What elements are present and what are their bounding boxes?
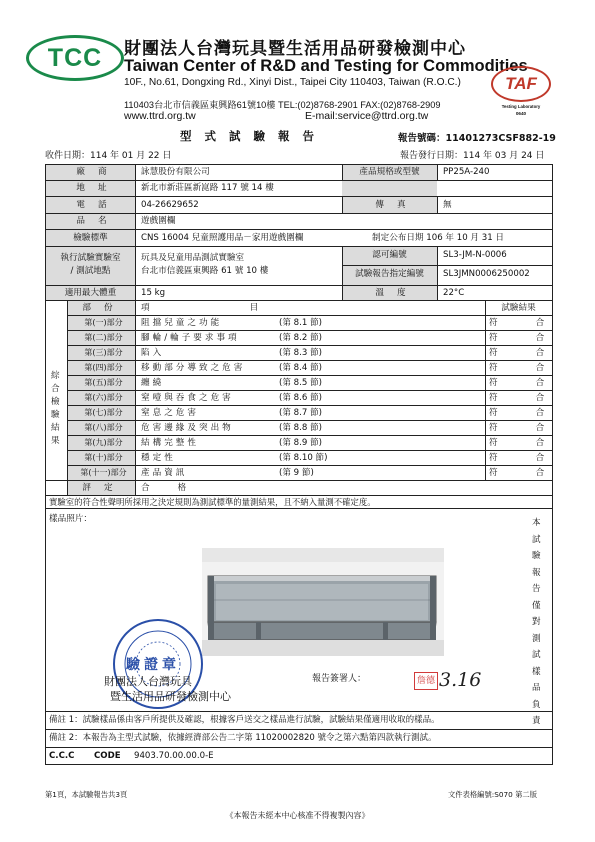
- result-value: 符合: [489, 468, 583, 478]
- result-item: 危害邊緣及突出物: [141, 423, 234, 433]
- result-value: 符合: [489, 318, 583, 328]
- weight-value: 15 kg: [141, 288, 166, 298]
- signer-seal: 詹德: [414, 672, 438, 690]
- cert-no-value: SL3-JM-N-0006: [443, 250, 507, 260]
- model-label: 產品規格或型號: [359, 167, 420, 177]
- stamp-line-1: 財團法人台灣玩具: [104, 675, 192, 688]
- result-part: 第(七)部分: [84, 408, 123, 417]
- stamp-line-2: 暨生活用品研發檢測中心: [110, 690, 231, 703]
- result-value: 符合: [489, 378, 583, 388]
- result-item: 阻擋兒童之功能: [141, 318, 223, 328]
- email-link[interactable]: E-mail:service@ttrd.org.tw: [305, 110, 429, 122]
- photo-label: 樣品照片：: [49, 514, 92, 524]
- result-clause: (第 8.3 節): [279, 348, 323, 358]
- result-value: 符合: [489, 453, 583, 463]
- designated-no-value: SL3JMN0006250002: [443, 269, 530, 279]
- result-part: 第(十)部分: [84, 453, 123, 462]
- result-part: 第(十一)部分: [80, 468, 127, 477]
- code-value: 9403.70.00.00.0-E: [134, 751, 214, 761]
- standard-date: 制定公布日期 106 年 10 月 31 日: [372, 233, 505, 243]
- tcc-logo: TCC: [26, 35, 124, 81]
- result-item: 移動部分導致之危害: [141, 363, 246, 373]
- issue-date: 報告發行日期：114 年 03 月 24 日: [400, 151, 545, 161]
- lab-label-1: 執行試驗實驗室: [60, 253, 121, 263]
- temp-value: 22°C: [443, 288, 465, 298]
- result-item: 腳輪/輪子要求事項: [141, 333, 240, 343]
- verdict-value: 合格: [141, 483, 215, 493]
- report-number: 報告號碼：11401273CSF882-19: [398, 133, 556, 144]
- result-value: 符合: [489, 438, 583, 448]
- code-label: CODE: [94, 751, 121, 761]
- result-part: 第(六)部分: [84, 393, 123, 402]
- verdict-label: 評定: [82, 483, 126, 493]
- result-item: 窒噎與吞食之危害: [141, 393, 234, 403]
- signer-signature: 3.16: [439, 669, 482, 691]
- phone-label: 電話: [76, 200, 120, 210]
- form-number: 文件表格編號:S070 第二版: [448, 790, 538, 799]
- product-value: 遊戲圍欄: [141, 216, 176, 226]
- decision-rule: 實驗室的符合性聲明所採用之決定規則為測試標準的量測結果，且不納入量測不確定度。: [49, 497, 376, 507]
- temp-label: 溫度: [375, 288, 419, 298]
- phone-value: 04-26629652: [141, 200, 199, 210]
- col-item-header: 項目: [141, 303, 359, 313]
- manufacturer-label: 廠商: [76, 167, 120, 177]
- results-side-label: 綜合檢驗結果: [51, 371, 60, 446]
- cert-no-label: 認可編號: [372, 250, 407, 260]
- result-clause: (第 8.8 節): [279, 423, 323, 433]
- playpen-photo: [202, 548, 444, 656]
- result-clause: (第 8.6 節): [279, 393, 323, 403]
- notes-block: [45, 711, 553, 765]
- seal-text: 驗證章: [126, 657, 180, 673]
- manufacturer-value: 詠慧股份有限公司: [141, 167, 210, 177]
- org-name-en: Taiwan Center of R&D and Testing for Commodities: [124, 57, 528, 75]
- taf-logo: TAF: [491, 66, 551, 102]
- page-indicator: 第1頁，本試驗報告共3頁: [45, 790, 128, 799]
- address-en: 10F., No.61, Dongxing Rd., Xinyi Dist., Taipei City 110403, Taiwan (R.O.C.): [124, 77, 461, 88]
- result-item: 纏繞: [141, 378, 165, 388]
- fax-label: 傳真: [375, 200, 419, 210]
- address-zh: 110403台北市信義區東興路61號10樓 TEL:(02)8768-2901 FAX:(02)8768-2909: [124, 100, 441, 110]
- result-clause: (第 8.10 節): [279, 453, 328, 463]
- result-part: 第(九)部分: [84, 438, 123, 447]
- result-clause: (第 8.1 節): [279, 318, 323, 328]
- address-value: 新北市新莊區新崑路 117 號 14 樓: [141, 183, 274, 193]
- result-clause: (第 8.5 節): [279, 378, 323, 388]
- result-part: 第(三)部分: [84, 348, 123, 357]
- website-link[interactable]: www.ttrd.org.tw: [124, 110, 196, 122]
- designated-no-label: 試驗報告指定編號: [355, 269, 424, 279]
- result-item: 陷入: [141, 348, 165, 358]
- product-label: 品名: [76, 216, 120, 226]
- taf-label: Testing Laboratory: [501, 104, 541, 109]
- result-clause: (第 8.4 節): [279, 363, 323, 373]
- result-clause: (第 8.2 節): [279, 333, 323, 343]
- signer-label: 報告簽署人：: [312, 674, 367, 684]
- result-value: 符合: [489, 393, 583, 403]
- note-1: 備註 1：試驗樣品係由客戶所提供及確認，根據客戶送交之樣品進行試驗，試驗結果僅適用收取的樣品。: [49, 715, 440, 725]
- result-value: 符合: [489, 408, 583, 418]
- lab-address: 台北市信義區東興路 61 號 10 樓: [141, 266, 269, 276]
- result-value: 符合: [489, 348, 583, 358]
- weight-label: 適用最大體重: [64, 288, 117, 298]
- result-clause: (第 9 節): [279, 468, 314, 478]
- note-2: 備註 2：本報告為主型式試驗，依據經濟部公告二字第 11020002820 號令之第六點第四款執行測試。: [49, 733, 437, 743]
- result-clause: (第 8.9 節): [279, 438, 323, 448]
- address-label: 地址: [76, 183, 120, 193]
- footer-disclaimer: 《本報告未經本中心核准不得複製內容》: [225, 811, 370, 820]
- responsibility-note: 本試驗報告僅對測試樣品負責: [532, 518, 541, 726]
- taf-number: 0640: [515, 111, 527, 116]
- result-item: 結構完整性: [141, 438, 199, 448]
- result-part: 第(五)部分: [84, 378, 123, 387]
- lab-name: 玩具及兒童用品測試實驗室: [141, 253, 245, 263]
- result-clause: (第 8.7 節): [279, 408, 323, 418]
- result-value: 符合: [489, 423, 583, 433]
- report-title: 型式試驗報告: [180, 129, 327, 143]
- report-table: [45, 164, 583, 509]
- standard-value: CNS 16004 兒童照護用品－家用遊戲圍欄: [141, 233, 304, 243]
- result-part: 第(四)部分: [84, 363, 123, 372]
- received-date: 收件日期：114 年 01 月 22 日: [45, 151, 172, 161]
- lab-label-2: / 測試地點: [70, 266, 111, 276]
- fax-value: 無: [443, 200, 452, 210]
- model-value: PP25A-240: [443, 167, 490, 177]
- col-part-header: 部份: [82, 303, 126, 313]
- result-item: 窒息之危害: [141, 408, 199, 418]
- result-item: 穩定性: [141, 453, 176, 463]
- col-result-header: 試驗結果: [501, 303, 536, 313]
- result-part: 第(一)部分: [84, 318, 123, 327]
- org-name-zh: 財團法人台灣玩具暨生活用品研發檢測中心: [124, 39, 466, 59]
- result-part: 第(二)部分: [84, 333, 123, 342]
- standard-label: 檢驗標準: [73, 233, 108, 243]
- result-item: 產品資訊: [141, 468, 188, 478]
- result-value: 符合: [489, 363, 583, 373]
- result-part: 第(八)部分: [84, 423, 123, 432]
- ccc-label: C.C.C: [49, 751, 75, 761]
- result-value: 符合: [489, 333, 583, 343]
